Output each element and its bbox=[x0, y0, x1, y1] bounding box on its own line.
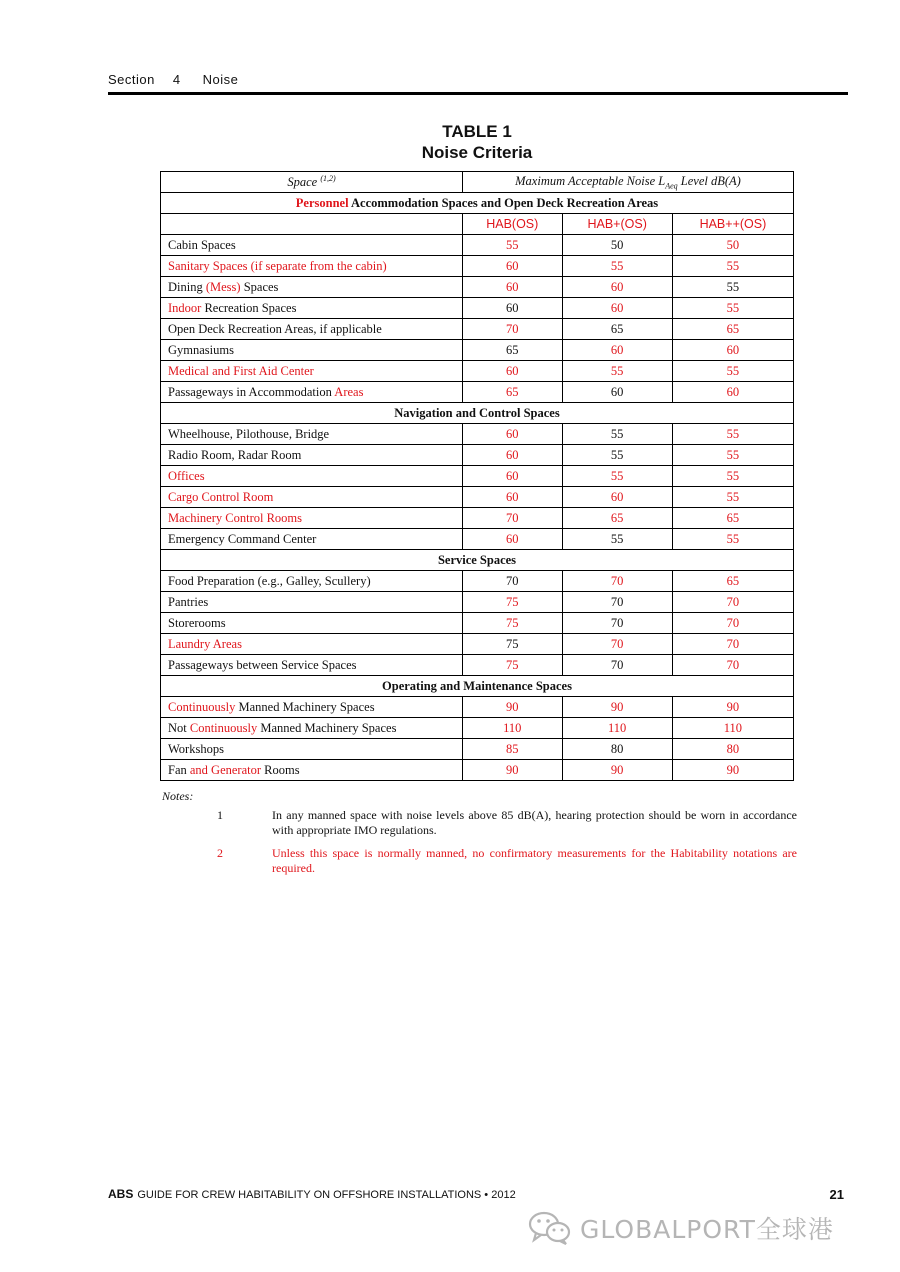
note-text: In any manned space with noise levels above 85 dB(A), hearing protection should be worn in accordance with appropriate IMO regulations. bbox=[272, 808, 797, 837]
table-row bbox=[161, 445, 794, 466]
space-name-cell bbox=[161, 319, 463, 340]
table-row bbox=[161, 760, 794, 781]
table-title bbox=[160, 121, 794, 163]
text-fragment: Offices bbox=[168, 468, 205, 483]
text-fragment: Machinery Control Rooms bbox=[168, 510, 303, 525]
noise-value-cell: 50 bbox=[562, 235, 672, 256]
noise-value-cell: 60 bbox=[463, 487, 563, 508]
space-name-cell bbox=[161, 739, 463, 760]
noise-value-cell: 90 bbox=[463, 697, 563, 718]
column-header-row bbox=[161, 172, 794, 193]
section-heading-row bbox=[161, 403, 794, 424]
noise-value-cell: 65 bbox=[463, 382, 563, 403]
text-fragment: Open Deck Recreation Areas, if applicable bbox=[168, 321, 382, 336]
table-row bbox=[161, 340, 794, 361]
space-name-cell bbox=[161, 361, 463, 382]
noise-value-cell: 70 bbox=[672, 634, 793, 655]
noise-value-cell: 60 bbox=[463, 466, 563, 487]
section-heading-row bbox=[161, 193, 794, 214]
text-fragment: Passageways in Accommodation bbox=[168, 384, 335, 399]
noise-value-cell: 70 bbox=[463, 319, 563, 340]
table-row bbox=[161, 277, 794, 298]
noise-value-cell: 50 bbox=[672, 235, 793, 256]
table-row bbox=[161, 697, 794, 718]
noise-value-cell: 75 bbox=[463, 613, 563, 634]
noise-value-cell: 70 bbox=[562, 592, 672, 613]
text-fragment: Radio Room, Radar Room bbox=[168, 447, 302, 462]
text-fragment: Wheelhouse, Pilothouse, Bridge bbox=[168, 426, 330, 441]
notation-header-row bbox=[161, 214, 794, 235]
space-name-cell bbox=[161, 718, 463, 739]
space-name-cell bbox=[161, 613, 463, 634]
text-fragment: Accommodation Spaces and Open Deck Recreation Areas bbox=[348, 195, 659, 210]
table-number: TABLE 1 bbox=[442, 122, 512, 141]
text-fragment: Cabin Spaces bbox=[168, 237, 236, 252]
text-fragment: Pantries bbox=[168, 594, 209, 609]
space-name-cell bbox=[161, 277, 463, 298]
table-row bbox=[161, 508, 794, 529]
level-column-header: Maximum Acceptable Noise $L_{Aeq}$ Level dB(A) bbox=[463, 172, 794, 193]
noise-value-cell: 60 bbox=[672, 340, 793, 361]
noise-value-cell: 55 bbox=[672, 487, 793, 508]
table-row bbox=[161, 634, 794, 655]
section-number: 4 bbox=[172, 72, 181, 87]
noise-value-cell: 80 bbox=[562, 739, 672, 760]
noise-value-cell: 55 bbox=[672, 529, 793, 550]
text-fragment: Indoor bbox=[168, 300, 202, 315]
noise-value-cell: 55 bbox=[672, 361, 793, 382]
section-header bbox=[108, 72, 848, 95]
noise-value-cell: 90 bbox=[562, 760, 672, 781]
blank-cell bbox=[161, 214, 463, 235]
text-fragment: Food Preparation (e.g., Galley, Scullery) bbox=[168, 573, 371, 588]
table-row bbox=[161, 319, 794, 340]
noise-value-cell: 85 bbox=[463, 739, 563, 760]
noise-value-cell: 90 bbox=[562, 697, 672, 718]
text-fragment: (Mess) bbox=[205, 279, 241, 294]
noise-value-cell: 65 bbox=[672, 319, 793, 340]
noise-value-cell: 75 bbox=[463, 592, 563, 613]
note-item bbox=[162, 846, 802, 876]
noise-value-cell: 60 bbox=[562, 298, 672, 319]
noise-value-cell: 65 bbox=[672, 571, 793, 592]
note-number: 2 bbox=[217, 846, 223, 860]
space-name-cell bbox=[161, 529, 463, 550]
noise-value-cell: 70 bbox=[463, 571, 563, 592]
noise-value-cell: 90 bbox=[672, 760, 793, 781]
text-fragment: Manned Machinery Spaces bbox=[257, 720, 397, 735]
section-heading-row bbox=[161, 550, 794, 571]
noise-value-cell: 70 bbox=[672, 592, 793, 613]
noise-value-cell: 110 bbox=[562, 718, 672, 739]
noise-value-cell: 55 bbox=[672, 424, 793, 445]
noise-value-cell: 55 bbox=[562, 424, 672, 445]
text-fragment: Continuously bbox=[189, 720, 258, 735]
table-row bbox=[161, 466, 794, 487]
noise-value-cell: 70 bbox=[463, 508, 563, 529]
space-name-cell bbox=[161, 424, 463, 445]
space-name-cell bbox=[161, 445, 463, 466]
space-name-cell bbox=[161, 697, 463, 718]
text-fragment: Navigation and Control Spaces bbox=[394, 405, 560, 420]
space-name-cell bbox=[161, 340, 463, 361]
noise-value-cell: 55 bbox=[672, 256, 793, 277]
watermark bbox=[528, 1208, 834, 1248]
note-text: Unless this space is normally manned, no confirmatory measurements for the Habitability notations are required. bbox=[272, 846, 797, 875]
watermark-text: GLOBALPORT全球港 bbox=[580, 1215, 834, 1244]
noise-value-cell: 55 bbox=[672, 298, 793, 319]
space-name-cell bbox=[161, 508, 463, 529]
text-fragment: Storerooms bbox=[168, 615, 226, 630]
noise-value-cell: 90 bbox=[463, 760, 563, 781]
noise-value-cell: 65 bbox=[562, 319, 672, 340]
table-row bbox=[161, 256, 794, 277]
noise-value-cell: 55 bbox=[562, 529, 672, 550]
footer-brand: ABS bbox=[108, 1187, 134, 1201]
text-fragment: Workshops bbox=[168, 741, 224, 756]
table-row bbox=[161, 298, 794, 319]
noise-value-cell: 110 bbox=[672, 718, 793, 739]
space-name-cell bbox=[161, 655, 463, 676]
table-row bbox=[161, 487, 794, 508]
note-number: 1 bbox=[217, 808, 223, 822]
noise-value-cell: 75 bbox=[463, 634, 563, 655]
text-fragment: Areas bbox=[334, 384, 364, 399]
table-caption: Noise Criteria bbox=[421, 143, 533, 162]
page-number: 21 bbox=[829, 1187, 844, 1202]
notation-header: HAB++(OS) bbox=[672, 214, 793, 235]
noise-value-cell: 60 bbox=[463, 298, 563, 319]
noise-value-cell: 110 bbox=[463, 718, 563, 739]
section-heading bbox=[161, 676, 794, 697]
noise-value-cell: 70 bbox=[672, 613, 793, 634]
text-fragment: Personnel bbox=[295, 195, 349, 210]
text-fragment: Service Spaces bbox=[437, 552, 517, 567]
noise-value-cell: 90 bbox=[672, 697, 793, 718]
space-name-cell bbox=[161, 760, 463, 781]
noise-value-cell: 70 bbox=[562, 613, 672, 634]
text-fragment: Dining bbox=[168, 279, 206, 294]
noise-value-cell: 75 bbox=[463, 655, 563, 676]
space-name-cell bbox=[161, 571, 463, 592]
noise-value-cell: 55 bbox=[562, 466, 672, 487]
noise-value-cell: 60 bbox=[463, 445, 563, 466]
wechat-icon bbox=[528, 1210, 572, 1246]
noise-value-cell: 60 bbox=[562, 487, 672, 508]
footer-separator: • bbox=[481, 1189, 492, 1201]
noise-value-cell: 65 bbox=[672, 508, 793, 529]
space-name-cell bbox=[161, 487, 463, 508]
note-item bbox=[162, 808, 802, 838]
text-fragment: Rooms bbox=[261, 762, 300, 777]
table-row bbox=[161, 424, 794, 445]
notation-header: HAB(OS) bbox=[463, 214, 563, 235]
table-row bbox=[161, 529, 794, 550]
section-heading bbox=[161, 193, 794, 214]
noise-value-cell: 60 bbox=[562, 340, 672, 361]
noise-value-cell: 60 bbox=[672, 382, 793, 403]
noise-value-cell: 80 bbox=[672, 739, 793, 760]
noise-value-cell: 55 bbox=[672, 445, 793, 466]
noise-criteria-table bbox=[160, 171, 794, 781]
table-row bbox=[161, 739, 794, 760]
noise-value-cell: 55 bbox=[562, 361, 672, 382]
space-column-header: Space $^{(1,2)}$ bbox=[161, 172, 463, 193]
table-row bbox=[161, 235, 794, 256]
noise-value-cell: 60 bbox=[463, 529, 563, 550]
space-name-cell bbox=[161, 634, 463, 655]
text-fragment: Emergency Command Center bbox=[168, 531, 317, 546]
noise-value-cell: 70 bbox=[562, 655, 672, 676]
noise-value-cell: 55 bbox=[562, 256, 672, 277]
section-label: Section bbox=[108, 72, 155, 87]
text-fragment: Medical and First Aid Center bbox=[168, 363, 314, 378]
table-row bbox=[161, 718, 794, 739]
noise-value-cell: 60 bbox=[463, 256, 563, 277]
noise-value-cell: 65 bbox=[463, 340, 563, 361]
noise-value-cell: 55 bbox=[463, 235, 563, 256]
space-name-cell bbox=[161, 592, 463, 613]
text-fragment: Gymnasiums bbox=[168, 342, 234, 357]
text-fragment: Recreation Spaces bbox=[201, 300, 297, 315]
text-fragment: and Generator bbox=[189, 762, 262, 777]
footer-year: 2012 bbox=[491, 1189, 516, 1201]
noise-value-cell: 60 bbox=[463, 424, 563, 445]
table-row bbox=[161, 655, 794, 676]
section-heading bbox=[161, 403, 794, 424]
notation-header: HAB+(OS) bbox=[562, 214, 672, 235]
space-name-cell bbox=[161, 235, 463, 256]
notes-label: Notes: bbox=[162, 789, 194, 803]
text-fragment: Sanitary Spaces (if separate from the cabin) bbox=[168, 258, 387, 273]
section-heading-row bbox=[161, 676, 794, 697]
section-heading bbox=[161, 550, 794, 571]
text-fragment: Passageways between Service Spaces bbox=[168, 657, 357, 672]
noise-value-cell: 55 bbox=[672, 466, 793, 487]
noise-value-cell: 70 bbox=[562, 571, 672, 592]
text-fragment: Operating and Maintenance Spaces bbox=[382, 678, 572, 693]
text-fragment: Manned Machinery Spaces bbox=[235, 699, 375, 714]
text-fragment: Cargo Control Room bbox=[168, 489, 274, 504]
text-fragment: Fan bbox=[168, 762, 190, 777]
noise-value-cell: 70 bbox=[562, 634, 672, 655]
noise-value-cell: 60 bbox=[562, 382, 672, 403]
space-name-cell bbox=[161, 466, 463, 487]
page-footer bbox=[108, 1187, 844, 1205]
table-row bbox=[161, 613, 794, 634]
space-name-cell bbox=[161, 256, 463, 277]
footer-title: GUIDE FOR CREW HABITABILITY ON OFFSHORE INSTALLATIONS bbox=[137, 1189, 482, 1201]
table-row bbox=[161, 382, 794, 403]
noise-value-cell: 55 bbox=[672, 277, 793, 298]
noise-value-cell: 60 bbox=[463, 361, 563, 382]
table-row bbox=[161, 571, 794, 592]
notes bbox=[162, 789, 802, 876]
text-fragment: Not bbox=[168, 720, 190, 735]
space-name-cell bbox=[161, 298, 463, 319]
text-fragment: Laundry Areas bbox=[168, 636, 242, 651]
section-name: Noise bbox=[202, 72, 239, 87]
noise-value-cell: 70 bbox=[672, 655, 793, 676]
noise-value-cell: 65 bbox=[562, 508, 672, 529]
text-fragment: Spaces bbox=[240, 279, 279, 294]
table-row bbox=[161, 592, 794, 613]
noise-value-cell: 60 bbox=[562, 277, 672, 298]
table-row bbox=[161, 361, 794, 382]
noise-value-cell: 55 bbox=[562, 445, 672, 466]
noise-value-cell: 60 bbox=[463, 277, 563, 298]
space-name-cell bbox=[161, 382, 463, 403]
text-fragment: Continuously bbox=[168, 699, 236, 714]
